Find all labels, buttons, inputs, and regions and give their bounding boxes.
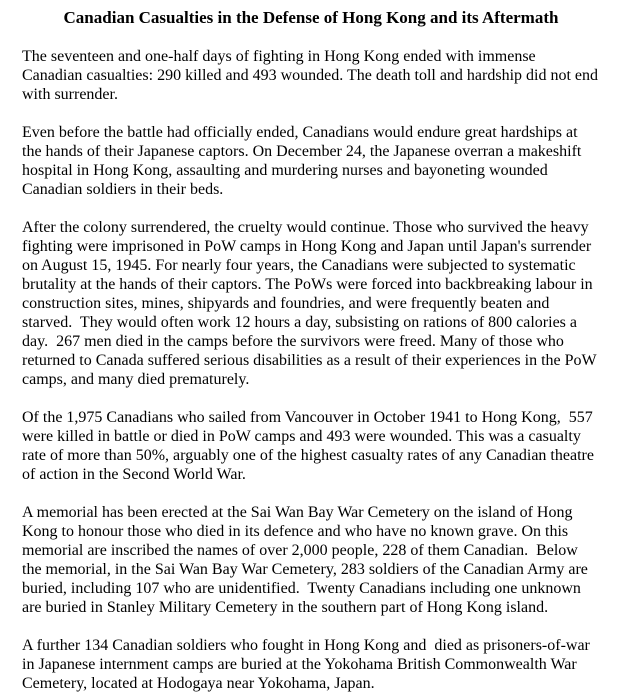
paragraph-yokohama-cemetery: A further 134 Canadian soldiers who fought in Hong Kong and died as prisoners-of-war in Japanese internment camps are buried at the Yokohama British Commonwealth War Cemetery, located at Hodogaya near Yokohama, Japan.	[22, 637, 594, 692]
document-title: Canadian Casualties in the Defense of Hong Kong and its Aftermath	[63, 8, 559, 27]
paragraph-casualty-rate: Of the 1,975 Canadians who sailed from Vancouver in October 1941 to Hong Kong, 557 were killed in battle or died in PoW camps and 493 were wounded. This was a casualty rate of more than 50%, arguably one of the highest casualty rates of any Canadian theatre of action in the Second World War.	[22, 409, 598, 483]
paragraph-hospital-atrocity: Even before the battle had officially ended, Canadians would endure great hardships at the hands of their Japanese captors. On December 24, the Japanese overran a makeshift hospital in Hong Kong, assaulting and murdering nurses and bayoneting wounded Canadian soldiers in their beds.	[22, 124, 586, 198]
paragraph-sai-wan-memorial: A memorial has been erected at the Sai Wan Bay War Cemetery on the island of Hong Kong to honour those who died in its defence and who have no known grave. On this memorial are inscribed the names of over 2,000 people, 228 of them Canadian. Below the memorial, in the Sai Wan Bay War Cemetery, 283 soldiers of the Canadian Army are buried, including 107 who are unidentified. Twenty Canadians including one unknown are buried in Stanley Military Cemetery in the southern part of Hong Kong island.	[22, 504, 592, 616]
paragraph-casualty-summary: The seventeen and one-half days of fighting in Hong Kong ended with immense Canadian casualties: 290 killed and 493 wounded. The death toll and hardship did not end with surrender.	[22, 48, 603, 103]
paragraph-pow-camps: After the colony surrendered, the cruelty would continue. Those who survived the heavy fighting were imprisoned in PoW camps in Hong Kong and Japan until Japan's surrender on August 15, 1945. For nearly four years, the Canadians were subjected to systematic brutality at the hands of their captors. The PoWs were forced into backbreaking labour in construction sites, mines, shipyards and foundries, and were frequently beaten and starved. They would often work 12 hours a day, subsisting on rations of 800 calories a day. 267 men died in the camps before the survivors were freed. Many of those who returned to Canada suffered serious disabilities as a result of their experiences in the PoW camps, and many died prematurely.	[22, 219, 601, 388]
